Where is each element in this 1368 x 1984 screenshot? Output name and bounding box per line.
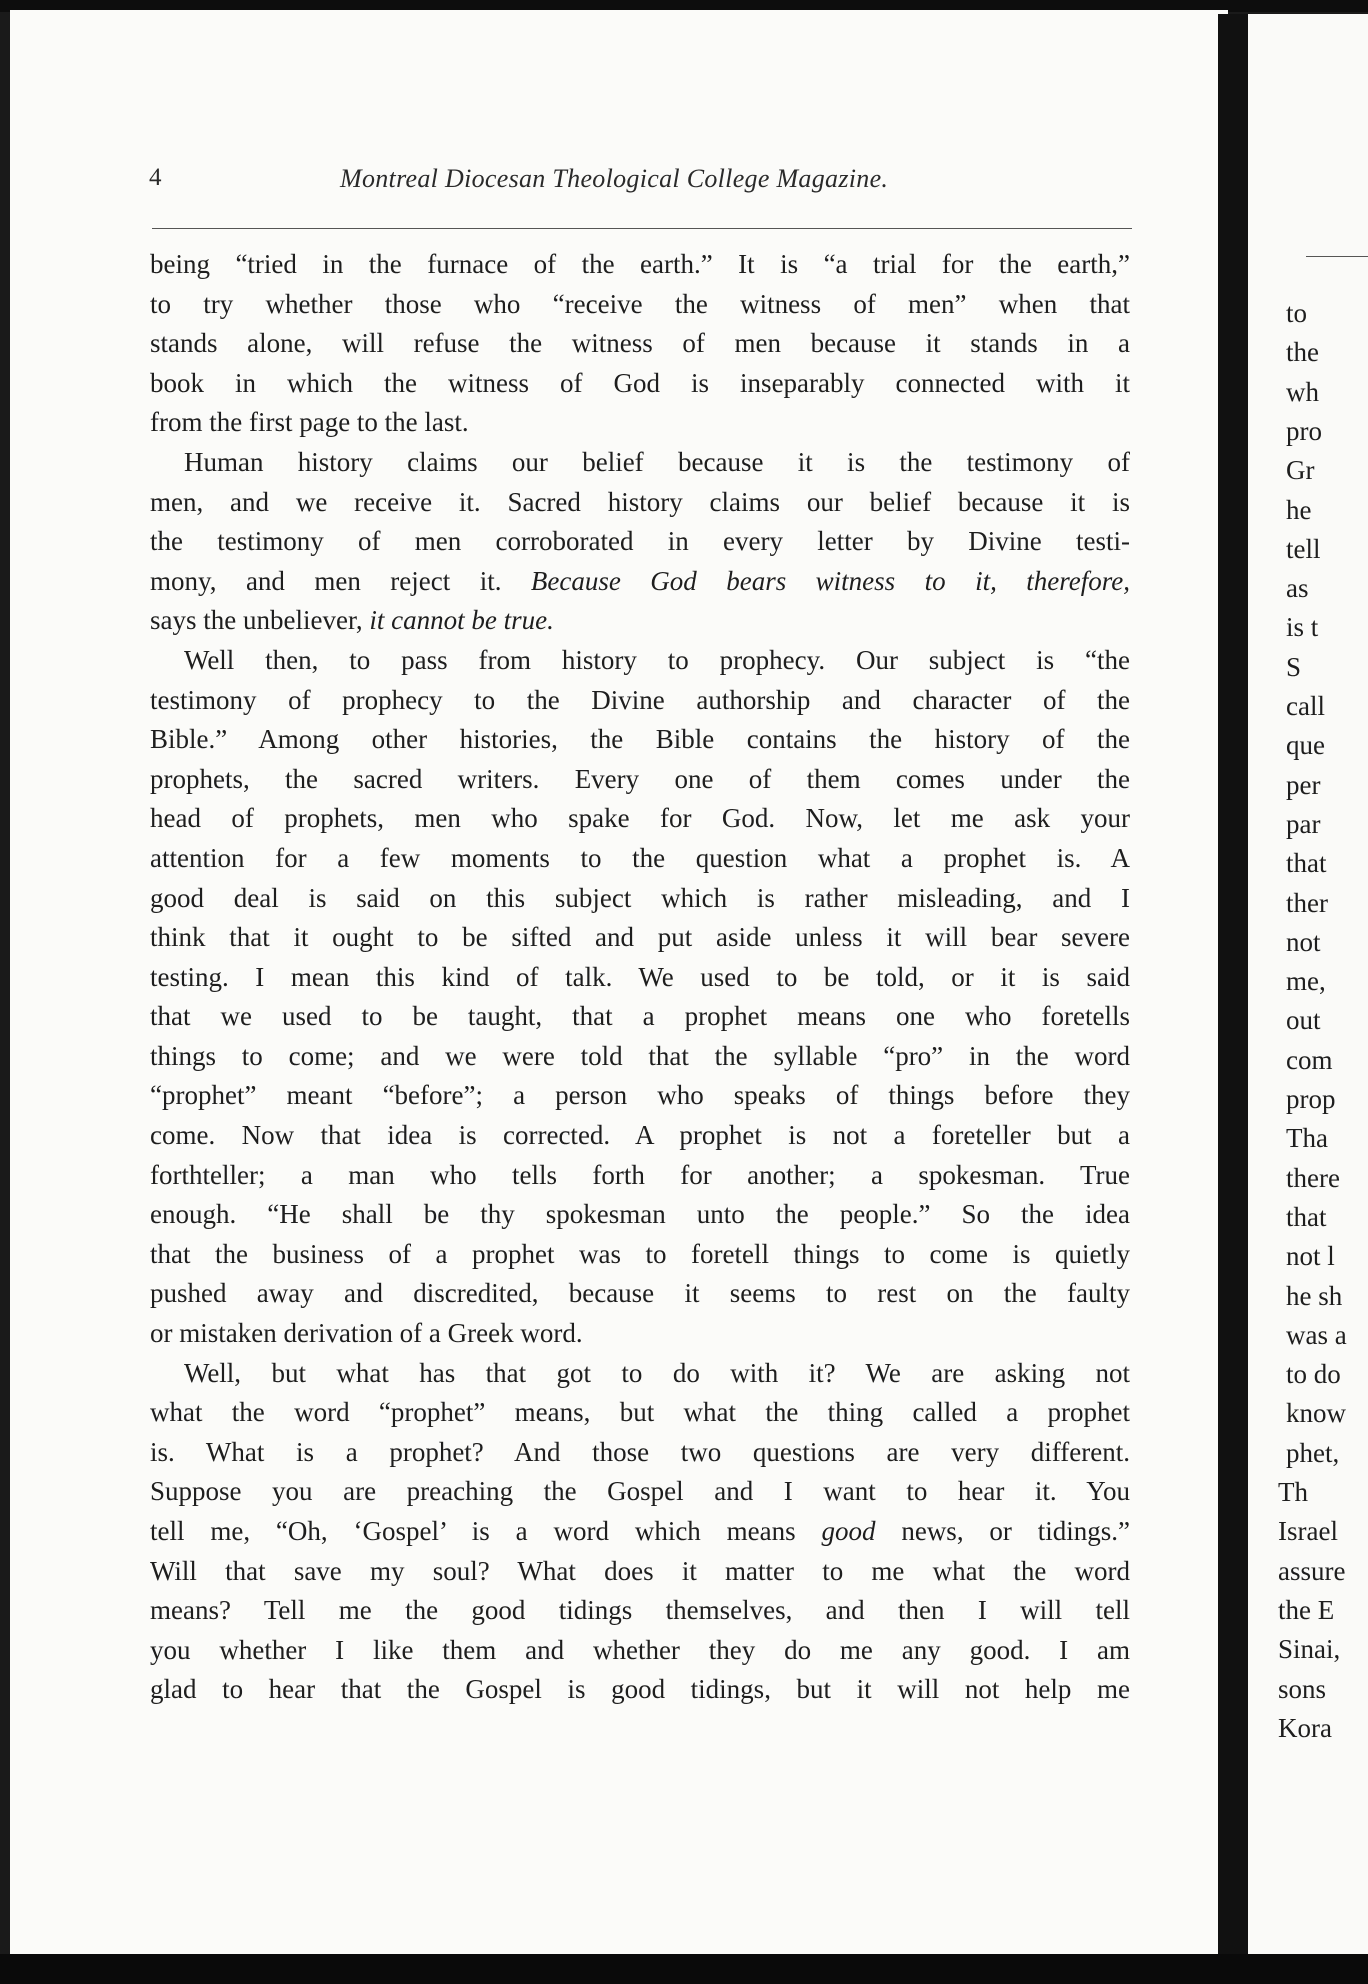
text-segment: Will that save my soul? What does it matter to me what the word [150,1555,1130,1586]
right-page-line: prop [1286,1084,1336,1114]
text-line [150,364,1130,404]
text-segment: book in which the witness of God is inseparably connected with it [150,367,1130,398]
text-segment: or mistaken derivation of a Greek word. [150,1318,583,1349]
right-page-line: assure [1278,1555,1346,1586]
text-segment: things to come; and we were told that the syllable “pro” in the word [150,1040,1130,1071]
right-page-line: ther [1286,887,1328,918]
text-line [150,681,1130,721]
right-page-line: the [1286,337,1319,368]
text-line [150,443,1130,483]
right-page-line: know [1286,1398,1346,1429]
text-segment: from the first page to the last. [150,407,469,438]
text-segment: glad to hear that the Gospel is good tidings, but it will not help me [150,1674,1130,1705]
right-page-line: as [1286,573,1309,604]
text-segment: pushed away and discredited, because it seems to rest on the faulty [150,1278,1130,1309]
body-text [150,245,1130,1710]
text-line [150,1274,1130,1314]
right-page-line: Kora [1278,1712,1332,1743]
text-line [150,879,1130,919]
right-page-line: not [1286,926,1321,957]
text-line [150,601,1130,641]
text-segment: Bible.” Among other histories, the Bible contains the history of the [150,724,1130,755]
right-page-line: he [1286,494,1312,525]
text-line [150,1512,1130,1552]
text-line [150,641,1130,681]
text-segment: testing. I mean this kind of talk. We used to be told, or it is said [150,961,1130,992]
scan-border-bottom [0,1954,1368,1984]
right-page-line: tell [1286,533,1321,564]
text-line [150,1354,1130,1394]
right-page [1248,14,1368,1954]
right-page-line: he sh [1286,1280,1343,1311]
right-page-line: is t [1286,612,1319,643]
text-line [150,1195,1130,1235]
right-page-line: the E [1278,1594,1335,1625]
text-line [150,1314,1130,1354]
text-segment: good deal is said on this subject which is rather misleading, and I [150,882,1130,913]
right-page-line: per [1286,769,1321,800]
text-segment: think that it ought to be sifted and put aside unless it will bear severe [150,922,1130,953]
right-page-line: me, [1286,966,1326,997]
text-segment: prophets, the sacred writers. Every one of them comes under the [150,763,1130,794]
right-page-line: Th [1278,1477,1308,1507]
text-segment: men, and we receive it. Sacred history claims our belief because it is [150,486,1130,517]
text-segment: being “tried in the furnace of the earth.” It is “a trial for the earth,” [150,249,1130,279]
text-segment: news, or tidings.” [875,1516,1130,1546]
right-page-line: Israel [1278,1516,1338,1547]
right-page-line: out [1286,1005,1321,1036]
text-segment: is. What is a prophet? And those two questions are very different. [150,1436,1130,1467]
book-gutter [1218,14,1248,1954]
text-line [150,839,1130,879]
text-line [150,522,1130,562]
text-line [150,958,1130,998]
text-line [150,1235,1130,1275]
right-page-line: that [1286,1201,1327,1232]
text-segment: Human history claims our belief because it is the testimony of [184,446,1130,477]
text-segment: tell me, “Oh, ‘Gospel’ is a word which means [150,1516,822,1546]
text-line [150,285,1130,325]
text-line [150,997,1130,1037]
text-segment: attention for a few moments to the question what a prophet is. A [150,842,1130,873]
text-segment: you whether I like them and whether they do me any good. I am [150,1634,1130,1665]
text-segment: that we used to be taught, that a prophet means one who foretells [150,1001,1130,1032]
page-header [140,160,1134,200]
page-number: 4 [149,164,162,191]
italic-text: it cannot be true. [369,605,554,636]
text-segment: Well then, to pass from history to prophecy. Our subject is “the [184,644,1130,675]
right-page-line: Sinai, [1278,1634,1341,1665]
text-line [150,1156,1130,1196]
text-segment: stands alone, will refuse the witness of men because it stands in a [150,328,1130,359]
text-line [150,1591,1130,1631]
text-line [150,245,1130,285]
text-line [150,403,1130,443]
text-line [150,1037,1130,1077]
right-page-line: Tha [1286,1123,1328,1154]
text-line [150,1631,1130,1671]
text-segment: Suppose you are preaching the Gospel and I want to hear it. You [150,1476,1130,1507]
right-page-header-rule [1306,256,1368,257]
text-line [150,483,1130,523]
text-line [150,1552,1130,1592]
right-page-line: par [1286,808,1321,839]
right-page-line: pro [1286,415,1322,446]
right-page-line: com [1286,1044,1333,1075]
text-line [150,760,1130,800]
text-segment: Well, but what has that got to do with it? We are asking not [184,1357,1130,1388]
text-line [150,1670,1130,1710]
text-segment: what the word “prophet” means, but what the thing called a prophet [150,1397,1130,1428]
text-segment: means? Tell me the good tidings themselves, and then I will tell [150,1595,1130,1626]
right-page-line: there [1286,1162,1340,1193]
text-segment: come. Now that idea is corrected. A prophet is not a foreteller but a [150,1120,1130,1151]
text-segment: “prophet” meant “before”; a person who speaks of things before they [150,1080,1130,1111]
right-page-line: S [1286,651,1302,682]
right-page-line: that [1286,848,1327,879]
right-page-line: to do [1286,1359,1341,1390]
text-line [150,799,1130,839]
right-page-line: que [1286,730,1325,761]
right-page-line: phet, [1286,1437,1340,1468]
text-segment: mony, and men reject it. [150,565,531,596]
right-page-line: Gr [1286,455,1315,486]
italic-text: Because God bears witness to it, therefore, [530,565,1130,596]
text-segment: testimony of prophecy to the Divine authorship and character of the [150,684,1130,715]
right-page-line: call [1286,691,1325,721]
text-line [150,324,1130,364]
text-line [150,1472,1130,1512]
text-segment: says the unbeliever, [150,605,370,636]
text-line [150,720,1130,760]
right-page-line: wh [1286,376,1319,407]
text-line [150,1393,1130,1433]
right-page-line: sons [1278,1673,1327,1704]
text-line [150,562,1130,602]
text-segment: the testimony of men corroborated in every letter by Divine testi- [150,526,1130,557]
text-line [150,1433,1130,1473]
text-line [150,1076,1130,1116]
text-segment: that the business of a prophet was to foretell things to come is quietly [150,1238,1130,1269]
running-head: Montreal Diocesan Theological College Magazine. [340,164,889,193]
text-segment: forthteller; a man who tells forth for another; a spokesman. True [150,1159,1130,1190]
right-page-line: to [1286,298,1308,328]
text-line [150,1116,1130,1156]
text-line [150,918,1130,958]
text-segment: to try whether those who “receive the witness of men” when that [150,288,1130,319]
header-rule [152,228,1132,229]
text-segment: head of prophets, men who spake for God. Now, let me ask your [150,803,1130,834]
right-page-line: not l [1286,1241,1335,1272]
text-segment: enough. “He shall be thy spokesman unto the people.” So the idea [150,1199,1130,1230]
italic-text: good [821,1516,876,1546]
right-page-line: was a [1286,1319,1347,1350]
